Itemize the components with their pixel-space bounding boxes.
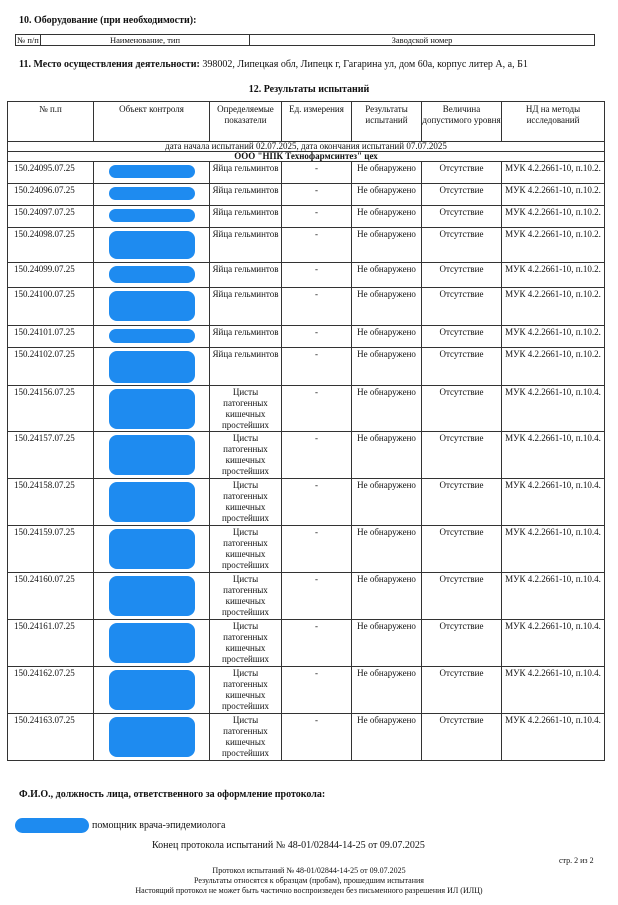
result: Не обнаружено: [352, 526, 422, 573]
sample-number: 150.24160.07.25: [8, 573, 94, 620]
sample-number: 150.24156.07.25: [8, 386, 94, 432]
equipment-col-serial: Заводской номер: [250, 35, 595, 46]
section-12-title: 12. Результаты испытаний: [248, 84, 370, 95]
header-object: Объект контроля: [94, 102, 210, 142]
limit: Отсутствие: [422, 479, 502, 526]
org-row-text: ООО "НПК Технофармсинтез" цех: [8, 152, 605, 162]
table-row: [8, 288, 605, 326]
sample-object: [94, 479, 210, 526]
table-row: [8, 348, 605, 386]
method: МУК 4.2.2661-10, п.10.4.: [502, 714, 605, 761]
sample-object: [94, 228, 210, 263]
section-10-title: 10. Оборудование (при необходимости):: [19, 15, 197, 26]
result: Не обнаружено: [352, 162, 422, 184]
results-table: [7, 101, 605, 761]
sample-number: 150.24095.07.25: [8, 162, 94, 184]
limit: Отсутствие: [422, 620, 502, 667]
redacted-object: [109, 165, 195, 178]
redacted-object: [109, 291, 195, 321]
unit: -: [282, 386, 352, 432]
table-row: [8, 206, 605, 228]
sample-number: 150.24159.07.25: [8, 526, 94, 573]
header-unit: Ед. измерения: [282, 102, 352, 142]
equipment-col-num: № п/п: [17, 35, 39, 45]
redacted-object: [109, 351, 195, 383]
indicator: Цисты патогенных кишечных простейших: [210, 573, 282, 620]
sample-object: [94, 348, 210, 386]
limit: Отсутствие: [422, 206, 502, 228]
responsible-title: Ф.И.О., должность лица, ответственного за оформление протокола:: [19, 789, 326, 800]
header-method: НД на методы исследований: [502, 102, 605, 142]
redacted-object: [109, 209, 195, 222]
method: МУК 4.2.2661-10, п.10.4.: [502, 526, 605, 573]
table-row: [8, 326, 605, 348]
section-11-address: 398002, Липецкая обл, Липецк г, Гагарина ул, дом 60а, корпус литер А, а, Б1: [202, 59, 528, 70]
result: Не обнаружено: [352, 263, 422, 288]
limit: Отсутствие: [422, 667, 502, 714]
equipment-col-name: Наименование, тип: [41, 35, 250, 46]
redacted-object: [109, 717, 195, 757]
result: Не обнаружено: [352, 326, 422, 348]
indicator: Цисты патогенных кишечных простейших: [210, 667, 282, 714]
redacted-object: [109, 231, 195, 259]
sample-object: [94, 526, 210, 573]
indicator: Яйца гельминтов: [210, 348, 282, 386]
method: МУК 4.2.2661-10, п.10.4.: [502, 432, 605, 479]
indicator: Цисты патогенных кишечных простейших: [210, 479, 282, 526]
method: МУК 4.2.2661-10, п.10.2.: [502, 228, 605, 263]
result: Не обнаружено: [352, 432, 422, 479]
method: МУК 4.2.2661-10, п.10.2.: [502, 288, 605, 326]
indicator: Яйца гельминтов: [210, 326, 282, 348]
redacted-object: [109, 482, 195, 522]
sample-object: [94, 620, 210, 667]
sample-object: [94, 714, 210, 761]
limit: Отсутствие: [422, 184, 502, 206]
indicator: Яйца гельминтов: [210, 263, 282, 288]
method: МУК 4.2.2661-10, п.10.2.: [502, 263, 605, 288]
result: Не обнаружено: [352, 288, 422, 326]
table-row: [8, 386, 605, 432]
footer-line-1: Протокол испытаний № 48-01/02844-14-25 от 09.07.2025: [212, 866, 406, 875]
method: МУК 4.2.2661-10, п.10.2.: [502, 348, 605, 386]
header-limit: Величина допустимого уровня: [422, 102, 502, 142]
result: Не обнаружено: [352, 667, 422, 714]
redacted-object: [109, 266, 195, 283]
sample-number: 150.24097.07.25: [8, 206, 94, 228]
sample-number: 150.24101.07.25: [8, 326, 94, 348]
unit: -: [282, 620, 352, 667]
equipment-table: [15, 34, 595, 46]
sample-object: [94, 184, 210, 206]
indicator: Яйца гельминтов: [210, 288, 282, 326]
method: МУК 4.2.2661-10, п.10.2.: [502, 162, 605, 184]
sample-number: 150.24096.07.25: [8, 184, 94, 206]
results-header-row: [8, 102, 605, 142]
redacted-object: [109, 389, 195, 429]
result: Не обнаружено: [352, 348, 422, 386]
unit: -: [282, 228, 352, 263]
footer: [0, 866, 618, 896]
unit: -: [282, 479, 352, 526]
result: Не обнаружено: [352, 620, 422, 667]
sample-number: 150.24098.07.25: [8, 228, 94, 263]
limit: Отсутствие: [422, 573, 502, 620]
responsible-position: помощник врача-эпидемиолога: [92, 820, 226, 831]
redacted-name: [15, 818, 89, 833]
table-row: [8, 263, 605, 288]
limit: Отсутствие: [422, 714, 502, 761]
redacted-object: [109, 529, 195, 569]
unit: -: [282, 714, 352, 761]
table-row: [8, 162, 605, 184]
result: Не обнаружено: [352, 228, 422, 263]
sample-object: [94, 326, 210, 348]
sample-number: 150.24100.07.25: [8, 288, 94, 326]
indicator: Яйца гельминтов: [210, 206, 282, 228]
header-result: Результаты испытаний: [352, 102, 422, 142]
sample-number: 150.24161.07.25: [8, 620, 94, 667]
indicator: Яйца гельминтов: [210, 162, 282, 184]
method: МУК 4.2.2661-10, п.10.4.: [502, 573, 605, 620]
result: Не обнаружено: [352, 386, 422, 432]
limit: Отсутствие: [422, 432, 502, 479]
sample-object: [94, 432, 210, 479]
sample-object: [94, 386, 210, 432]
indicator: Цисты патогенных кишечных простейших: [210, 386, 282, 432]
sample-object: [94, 573, 210, 620]
protocol-end-text: Конец протокола испытаний № 48-01/02844-14-25 от 09.07.2025: [152, 840, 425, 851]
indicator: Цисты патогенных кишечных простейших: [210, 432, 282, 479]
section-11-title: 11. Место осуществления деятельности:: [19, 59, 200, 70]
result: Не обнаружено: [352, 206, 422, 228]
limit: Отсутствие: [422, 288, 502, 326]
footer-line-3: Настоящий протокол не может быть частично воспроизведен без письменного разрешения ИЛ (ИЛЦ): [135, 886, 483, 895]
table-row: [8, 526, 605, 573]
table-row: [8, 228, 605, 263]
redacted-object: [109, 329, 195, 343]
page-number: стр. 2 из 2: [559, 856, 594, 865]
footer-line-2: Результаты относятся к образцам (пробам), прошедшим испытания: [194, 876, 424, 885]
table-row: [8, 479, 605, 526]
method: МУК 4.2.2661-10, п.10.4.: [502, 386, 605, 432]
sample-object: [94, 263, 210, 288]
table-row: [8, 714, 605, 761]
sample-number: 150.24163.07.25: [8, 714, 94, 761]
redacted-object: [109, 576, 195, 616]
equipment-table-header: [16, 35, 595, 46]
sample-number: 150.24158.07.25: [8, 479, 94, 526]
result: Не обнаружено: [352, 573, 422, 620]
method: МУК 4.2.2661-10, п.10.2.: [502, 206, 605, 228]
limit: Отсутствие: [422, 386, 502, 432]
redacted-object: [109, 670, 195, 710]
table-row: [8, 432, 605, 479]
limit: Отсутствие: [422, 162, 502, 184]
sample-object: [94, 162, 210, 184]
unit: -: [282, 288, 352, 326]
org-row: [8, 152, 605, 162]
indicator: Цисты патогенных кишечных простейших: [210, 620, 282, 667]
unit: -: [282, 263, 352, 288]
dates-row-text: дата начала испытаний 02.07.2025, дата окончания испытаний 07.07.2025: [8, 142, 605, 152]
sample-number: 150.24102.07.25: [8, 348, 94, 386]
result: Не обнаружено: [352, 714, 422, 761]
unit: -: [282, 206, 352, 228]
header-num: № п.п: [8, 102, 94, 142]
unit: -: [282, 526, 352, 573]
method: МУК 4.2.2661-10, п.10.2.: [502, 184, 605, 206]
indicator: Яйца гельминтов: [210, 184, 282, 206]
table-row: [8, 184, 605, 206]
limit: Отсутствие: [422, 348, 502, 386]
sample-object: [94, 288, 210, 326]
limit: Отсутствие: [422, 263, 502, 288]
dates-row: [8, 142, 605, 152]
table-row: [8, 620, 605, 667]
table-row: [8, 573, 605, 620]
unit: -: [282, 432, 352, 479]
section-11: [19, 59, 528, 70]
sample-number: 150.24157.07.25: [8, 432, 94, 479]
result: Не обнаружено: [352, 479, 422, 526]
method: МУК 4.2.2661-10, п.10.4.: [502, 667, 605, 714]
indicator: Цисты патогенных кишечных простейших: [210, 714, 282, 761]
redacted-object: [109, 435, 195, 475]
sample-number: 150.24099.07.25: [8, 263, 94, 288]
unit: -: [282, 162, 352, 184]
sample-number: 150.24162.07.25: [8, 667, 94, 714]
header-indicator: Определяемые показатели: [210, 102, 282, 142]
method: МУК 4.2.2661-10, п.10.2.: [502, 326, 605, 348]
indicator: Яйца гельминтов: [210, 228, 282, 263]
redacted-object: [109, 187, 195, 200]
unit: -: [282, 326, 352, 348]
indicator: Цисты патогенных кишечных простейших: [210, 526, 282, 573]
limit: Отсутствие: [422, 228, 502, 263]
sample-object: [94, 667, 210, 714]
unit: -: [282, 667, 352, 714]
unit: -: [282, 348, 352, 386]
limit: Отсутствие: [422, 326, 502, 348]
unit: -: [282, 184, 352, 206]
method: МУК 4.2.2661-10, п.10.4.: [502, 620, 605, 667]
result: Не обнаружено: [352, 184, 422, 206]
method: МУК 4.2.2661-10, п.10.4.: [502, 479, 605, 526]
unit: -: [282, 573, 352, 620]
table-row: [8, 667, 605, 714]
limit: Отсутствие: [422, 526, 502, 573]
redacted-object: [109, 623, 195, 663]
sample-object: [94, 206, 210, 228]
